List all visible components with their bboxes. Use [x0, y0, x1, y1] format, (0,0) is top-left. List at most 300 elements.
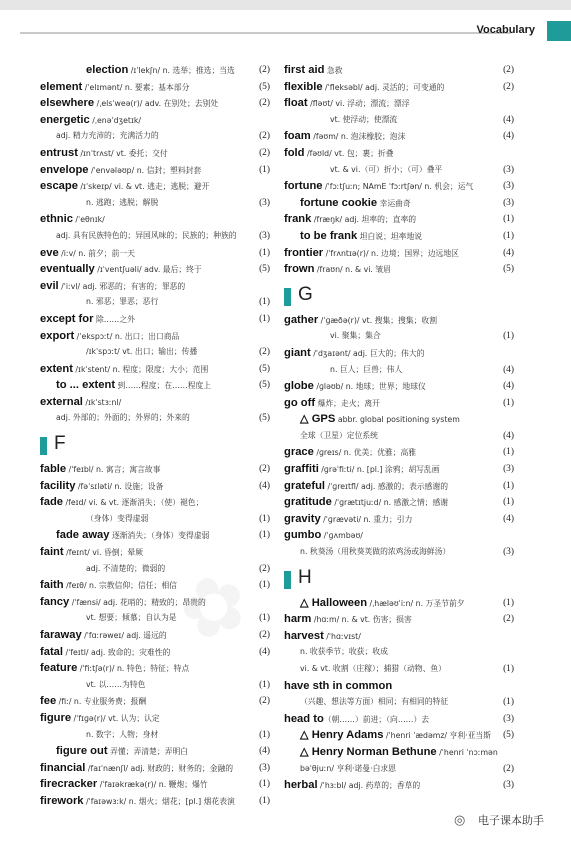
- vocab-entry: [40, 162, 270, 179]
- unit-number: (5): [503, 730, 514, 741]
- section-accent-bar: [284, 571, 291, 589]
- unit-number: (1): [259, 513, 270, 524]
- definition-text: adj. 外部的；外面的；外界的；外来的: [56, 413, 190, 423]
- headword: fancy: [40, 595, 70, 608]
- definition-text: /ˈɡrævəti/ n. 重力；引力: [320, 514, 413, 524]
- vocab-entry: [284, 494, 514, 511]
- unit-number: (2): [259, 65, 270, 75]
- vocab-entry: [40, 145, 270, 162]
- definition-text: /ˌhæləʊˈiːn/ n. 万圣节前夕: [367, 598, 465, 608]
- definition-text: /ˈfrʌntɪə(r)/ n. 边境；国界；边远地区: [323, 248, 459, 258]
- vocab-entry: [40, 95, 270, 112]
- headword: fee: [40, 695, 57, 708]
- headword: financial: [40, 761, 86, 774]
- section-tab-marker: [547, 21, 571, 41]
- vocab-entry-continuation: [40, 610, 270, 627]
- headword: grateful: [284, 479, 326, 492]
- vocab-entry: [40, 577, 270, 594]
- vocab-entry: [284, 79, 514, 96]
- vocab-entry-continuation: [40, 511, 270, 528]
- definition-text: /ˈhenri ˈnɔːmən: [436, 747, 498, 757]
- vocab-entry-continuation: [40, 344, 270, 361]
- headword: to ... extent: [56, 379, 116, 392]
- vocab-entry: [40, 494, 270, 511]
- unit-number: (2): [259, 563, 270, 574]
- definition-text: /fəʊm/ n. 泡沫橡胶；泡沫: [310, 132, 406, 142]
- vocab-entry-continuation: [40, 195, 270, 212]
- headword: facility: [40, 479, 76, 492]
- unit-number: (1): [503, 230, 514, 241]
- definition-text: n. 逃跑；逃脱；解脱: [86, 197, 159, 207]
- unit-number: (3): [503, 713, 514, 724]
- unit-number: (2): [259, 98, 270, 109]
- headword: gravity: [284, 512, 321, 525]
- vocab-entry: [40, 211, 270, 228]
- unit-number: (1): [503, 447, 514, 458]
- vocab-entry-continuation: [40, 294, 270, 311]
- definition-text: n. 秋葵汤（用秋葵荚做的浓鸡汤或海鲜汤）: [300, 547, 451, 557]
- vocab-entry-continuation: [284, 544, 514, 561]
- unit-number: (1): [503, 397, 514, 408]
- definition-text: /ˈfɔːtʃuːn; NAmE ˈfɔːrtʃən/ n. 机会；运气: [322, 182, 474, 192]
- headword: harvest: [284, 629, 324, 642]
- section-letter: H: [298, 566, 312, 588]
- definition-text: /ɪˈlekʃn/ n. 选举；推选；当选: [128, 66, 235, 75]
- unit-number: (2): [259, 131, 270, 142]
- headword: export: [40, 329, 75, 342]
- definition-text: /ˈfaɪəkrækə(r)/ n. 鞭炮；爆竹: [97, 780, 208, 790]
- definition-text: /ˈɡrætɪtjuːd/ n. 感激之情；感谢: [331, 498, 449, 508]
- unit-number: (1): [259, 679, 270, 690]
- vocab-entry-continuation: [40, 128, 270, 145]
- headword: gumbo: [284, 529, 322, 542]
- vocab-entry: [40, 644, 270, 661]
- headword: gather: [284, 313, 319, 326]
- definition-text: n. 邪恶；罪恶；恶行: [86, 297, 159, 307]
- vocab-entry: [284, 611, 514, 628]
- definition-text: 幸运曲奇: [377, 198, 411, 208]
- definition-text: 弄懂；弄清楚；弄明白: [107, 747, 189, 757]
- definition-text: /ˈhɑːvɪst/: [323, 631, 361, 641]
- headword: graffiti: [284, 463, 319, 476]
- vocab-entry-continuation: [284, 112, 514, 129]
- unit-number: (1): [259, 297, 270, 308]
- definition-text: 坦白说；坦率地说: [357, 231, 423, 241]
- vocab-entry: [284, 345, 514, 362]
- vocab-entry: [284, 95, 514, 112]
- vocab-entry: [284, 378, 514, 395]
- vocab-entry: [284, 727, 514, 744]
- definition-text: /hɑːm/ n. & vt. 伤害；损害: [311, 615, 412, 625]
- vocab-entry: [284, 145, 514, 162]
- unit-number: (4): [503, 114, 514, 125]
- definition-text: /ɡreɪs/ n. 优美；优雅；高雅: [313, 448, 417, 458]
- unit-number: (4): [503, 513, 514, 524]
- unit-number: (2): [259, 464, 270, 475]
- headword: fade away: [56, 529, 110, 542]
- page-header-title: Vocabulary: [476, 24, 535, 36]
- vocab-entry: [40, 710, 270, 727]
- vocab-entry: [284, 777, 514, 794]
- vocab-entry: [284, 511, 514, 528]
- headword: element: [40, 80, 83, 93]
- headword: frontier: [284, 246, 324, 259]
- definition-text: vi. 聚集；集合: [330, 331, 381, 341]
- vocab-entry-continuation: [284, 644, 514, 661]
- definition-text: vt. 以……为特色: [86, 679, 146, 689]
- definition-text: /ˈfleksəbl/ adj. 灵活的；可变通的: [322, 82, 445, 92]
- unit-number: (4): [503, 247, 514, 258]
- definition-text: 逐渐消失；（身体）变得虚弱: [109, 531, 210, 541]
- headword: fatal: [40, 645, 64, 658]
- definition-text: /ˈdʒaɪənt/ adj. 巨大的；伟大的: [310, 348, 425, 358]
- vocab-entry: [40, 361, 270, 378]
- top-gray-band: [0, 0, 571, 10]
- definition-text: /faɪˈnænʃl/ adj. 财政的；财务的；金融的: [85, 763, 234, 773]
- vocab-entry: [40, 478, 270, 495]
- vocab-entry: [40, 328, 270, 345]
- footer-account-name: 电子课本助手: [478, 814, 544, 827]
- definition-text: /ɪkˈstent/ n. 程度；限度；大小；范围: [72, 364, 209, 374]
- unit-number: (3): [259, 230, 270, 241]
- unit-number: (1): [503, 697, 514, 708]
- headword: escape: [40, 180, 78, 193]
- unit-number: (3): [503, 464, 514, 475]
- vocab-entry: [284, 261, 514, 278]
- headword: flexible: [284, 80, 323, 93]
- vocab-entry: [40, 793, 270, 810]
- left-column: [40, 62, 270, 810]
- definition-text: /ɪnˈtrʌst/ vt. 委托；交付: [77, 148, 168, 158]
- vocab-entry: [284, 245, 514, 262]
- vocab-entry: [284, 595, 514, 612]
- unit-number: (5): [259, 413, 270, 424]
- definition-text: /fəʊld/ vt. 包；裹；折叠: [304, 148, 394, 158]
- definition-text: /ˈfænsi/ adj. 花哨的；精致的；昂贵的: [69, 597, 206, 607]
- definition-text: /fəˈsɪləti/ n. 设施；设备: [75, 481, 164, 491]
- definition-text: /fləʊt/ vi. 浮动；漂流；漂浮: [307, 99, 410, 109]
- vocab-entry: [284, 211, 514, 228]
- vocab-entry: [40, 278, 270, 295]
- definition-text: /ˈhɜːbl/ adj. 药草的；香草的: [317, 781, 421, 791]
- vocab-entry: [284, 228, 514, 245]
- headword: figure out: [56, 745, 108, 758]
- definition-text: /ˈfeɪtl/ adj. 致命的；灾难性的: [63, 647, 171, 657]
- definition-text: vi. & vt. 收割（庄稼）；捕猎（动物、鱼）: [300, 664, 446, 673]
- unit-number: (1): [259, 580, 270, 591]
- vocab-entry: [40, 461, 270, 478]
- headword: giant: [284, 346, 311, 359]
- vocab-entry: [40, 62, 270, 79]
- headword: fortune cookie: [300, 196, 378, 209]
- vocab-entry: [284, 711, 514, 728]
- headword: head to: [284, 712, 324, 725]
- unit-number: (2): [503, 81, 514, 92]
- vocab-entry: [40, 760, 270, 777]
- unit-number: (2): [503, 614, 514, 625]
- unit-number: (5): [503, 264, 514, 275]
- definition-text: /feɪd/ vi. & vt. 逐渐消失；（使）褪色；: [63, 498, 204, 508]
- definition-text: /ˈenvələʊp/ n. 信封；塑料封套: [88, 165, 202, 175]
- headword: eve: [40, 246, 59, 259]
- headword: go off: [284, 396, 316, 409]
- vocab-entry: [284, 128, 514, 145]
- definition-text: （兴趣、想法等方面）相同；有相同的特征: [300, 697, 449, 707]
- headword: extent: [40, 362, 73, 375]
- vocab-entry-continuation: [284, 328, 514, 345]
- unit-number: (2): [259, 696, 270, 707]
- headword: to be frank: [300, 229, 358, 242]
- definition-text: n. 巨人；巨兽；伟人: [330, 364, 403, 374]
- definition-text: /ɪˈventʃuəli/ adv. 最后；终于: [94, 265, 202, 275]
- header-rule: [20, 32, 511, 34]
- headword: envelope: [40, 163, 89, 176]
- definition-text: /ɪkˈspɔːt/ vt. 出口；输出；传播: [86, 347, 198, 357]
- headword: feature: [40, 662, 78, 675]
- headword: external: [40, 395, 83, 408]
- vocab-entry: [284, 478, 514, 495]
- vocab-entry-continuation: [40, 677, 270, 694]
- headword: fortune: [284, 180, 323, 193]
- vocab-entry: [284, 62, 514, 79]
- vocab-entry: [40, 394, 270, 411]
- definition-text: /ˈfɪɡə(r)/ vt. 认为；认定: [71, 713, 160, 723]
- vocab-entry: [40, 776, 270, 793]
- definition-text: /ˈfiːtʃə(r)/ n. 特色；特征；特点: [77, 664, 190, 674]
- definition-text: adj. 具有民族特色的；异国风味的；民族的；种族的: [56, 230, 237, 240]
- definition-text: bəˈθjuːn/ 亨利·诺曼·白求恩: [300, 763, 396, 773]
- definition-text: /fræŋk/ adj. 坦率的；直率的: [311, 215, 417, 225]
- definition-text: （身体）变得虚弱: [86, 513, 149, 523]
- headword: evil: [40, 279, 59, 292]
- definition-text: abbr. global positioning system: [335, 415, 460, 425]
- section-letter: G: [298, 283, 313, 305]
- section-letter: F: [54, 433, 66, 455]
- unit-number: (1): [259, 779, 270, 790]
- vocab-entry: [40, 693, 270, 710]
- headword: gratitude: [284, 496, 332, 509]
- headword: energetic: [40, 113, 90, 126]
- unit-number: (2): [259, 147, 270, 158]
- definition-text: vt. 使浮动；使漂流: [330, 114, 398, 124]
- definition-text: /ˈekspɔːt/ n. 出口；出口商品: [74, 331, 180, 341]
- unit-number: (4): [259, 746, 270, 757]
- definition-text: /ˈeθnɪk/: [72, 215, 105, 225]
- vocab-entry: [40, 112, 270, 129]
- definition-text: /ˈhenri ˈædəmz/ 亨利·亚当斯: [383, 731, 492, 741]
- unit-number: (1): [503, 331, 514, 342]
- vocab-entry: [40, 79, 270, 96]
- definition-text: 除……之外: [93, 314, 135, 324]
- headword: entrust: [40, 146, 78, 159]
- vocab-entry: [40, 178, 270, 195]
- unit-number: (4): [259, 646, 270, 657]
- vocab-entry: [284, 312, 514, 329]
- vocab-entry: [40, 245, 270, 262]
- vocab-entry-continuation: [284, 661, 514, 678]
- definition-text: /ɡrəˈfiːti/ n. [pl.] 涂鸦；胡写乱画: [318, 465, 440, 475]
- unit-number: (3): [503, 164, 514, 175]
- vocab-entry-continuation: [284, 362, 514, 379]
- definition-text: /feɪnt/ vi. 昏倒；晕厥: [63, 548, 143, 558]
- definition-text: /ɪkˈstɜːnl/: [82, 397, 122, 407]
- headword: election: [86, 64, 129, 76]
- unit-number: (1): [503, 214, 514, 225]
- headword: elsewhere: [40, 97, 95, 110]
- headword: firework: [40, 794, 84, 807]
- definition-text: /ˈɡʌmbəʊ/: [321, 531, 363, 541]
- unit-number: (1): [259, 795, 270, 806]
- unit-number: (5): [259, 81, 270, 92]
- vocab-entry: [284, 527, 514, 544]
- vocab-entry-continuation: [284, 162, 514, 179]
- headword: faith: [40, 579, 64, 592]
- headword: grace: [284, 446, 314, 459]
- definition-text: n. 数字；人物；身材: [86, 729, 159, 739]
- vocab-entry: [284, 744, 514, 761]
- vocab-entry: [40, 527, 270, 544]
- unit-number: (4): [503, 430, 514, 441]
- section-accent-bar: [40, 437, 47, 455]
- unit-number: (5): [259, 363, 270, 374]
- definition-text: /ˌenəˈdʒetɪk/: [89, 115, 142, 125]
- definition-text: /fraʊn/ n. & vi. 皱眉: [314, 265, 391, 275]
- definition-text: /ˌelsˈweə(r)/ adv. 在别处；去别处: [94, 99, 219, 109]
- unit-number: (2): [503, 65, 514, 75]
- vocab-entry: [40, 743, 270, 760]
- vocab-entry-continuation: [40, 410, 270, 427]
- vocab-entry-continuation: [284, 694, 514, 711]
- vocab-entry: [284, 411, 514, 428]
- definition-text: /ˈelɪmənt/ n. 要素；基本部分: [82, 82, 190, 92]
- vocab-entry: [284, 628, 514, 645]
- vocab-entry: [284, 461, 514, 478]
- headword: foam: [284, 130, 311, 143]
- definition-text: （朝……）前进；（向……）去: [323, 714, 430, 724]
- headword: frank: [284, 213, 312, 226]
- vocab-entry-continuation: [40, 561, 270, 578]
- unit-number: (1): [259, 313, 270, 324]
- vocab-entry: [40, 660, 270, 677]
- definition-text: /ˈfɑːrəweɪ/ adj. 遥远的: [81, 631, 167, 640]
- unit-number: (1): [259, 613, 270, 624]
- definition-text: 全球（卫星）定位系统: [300, 430, 378, 440]
- definition-text: 到……程度；在……程度上: [115, 381, 212, 391]
- vocab-entry-continuation: [284, 761, 514, 778]
- letter-section-heading: [284, 561, 514, 595]
- headword: fold: [284, 146, 305, 159]
- headword: frown: [284, 263, 315, 276]
- unit-number: (5): [259, 380, 270, 391]
- vocab-entry-continuation: [40, 727, 270, 744]
- vocab-entry: [40, 261, 270, 278]
- definition-text: /fiː/ n. 专业服务费；报酬: [56, 697, 147, 707]
- unit-number: (5): [259, 264, 270, 275]
- unit-number: (2): [259, 347, 270, 358]
- definition-text: /ɪˈskeɪp/ vi. & vt. 逃走；逃脱；避开: [77, 182, 210, 192]
- headword: △ Henry Adams: [300, 729, 384, 742]
- headword: eventually: [40, 263, 95, 276]
- unit-number: (4): [503, 131, 514, 142]
- vocab-entry: [40, 377, 270, 394]
- vocab-entry: [284, 444, 514, 461]
- vocab-entry: [40, 627, 270, 644]
- vocab-entry: [40, 544, 270, 561]
- headword: globe: [284, 380, 314, 393]
- headword: have sth in common: [284, 679, 393, 692]
- headword: △ Halloween: [300, 596, 368, 609]
- vocab-entry: [284, 395, 514, 412]
- headword: herbal: [284, 779, 318, 792]
- headword: harm: [284, 613, 312, 626]
- wechat-icon: ◎: [454, 813, 466, 828]
- unit-number: (3): [503, 780, 514, 791]
- vocab-entry: [40, 311, 270, 328]
- headword: △ GPS: [300, 413, 336, 426]
- unit-number: (1): [259, 729, 270, 740]
- definition-text: /ˈfeɪbl/ n. 寓言；寓言故事: [66, 465, 161, 475]
- definition-text: /ˈɡæðə(r)/ vt. 搜集；搜集；收割: [318, 315, 438, 325]
- unit-number: (4): [503, 364, 514, 375]
- unit-number: (1): [503, 480, 514, 491]
- definition-text: /feɪθ/ n. 宗教信仰；信任；相信: [63, 581, 177, 591]
- definition-text: /ˈɡreɪtfl/ adj. 感激的；表示感谢的: [325, 481, 449, 491]
- unit-number: (3): [259, 762, 270, 773]
- headword: first aid: [284, 64, 325, 76]
- headword: float: [284, 97, 308, 110]
- unit-number: (2): [259, 630, 270, 640]
- definition-text: vt. 想要；倾慕；自认为是: [86, 613, 177, 623]
- headword: except for: [40, 312, 94, 325]
- unit-number: (1): [259, 247, 270, 258]
- definition-text: /iːv/ n. 前夕；前一天: [58, 248, 135, 258]
- section-accent-bar: [284, 288, 291, 306]
- definition-text: 急救: [324, 66, 343, 75]
- definition-text: 爆炸；走火；离开: [315, 398, 380, 408]
- unit-number: (3): [259, 197, 270, 208]
- unit-number: (1): [503, 664, 514, 674]
- headword: ethnic: [40, 213, 73, 226]
- definition-text: /ˈiːvl/ adj. 邪恶的；有害的；罪恶的: [58, 281, 186, 291]
- definition-text: adj. 精力充沛的；充满活力的: [56, 131, 159, 141]
- letter-section-heading: [284, 278, 514, 312]
- headword: fade: [40, 496, 64, 509]
- headword: fable: [40, 463, 67, 476]
- right-column: [284, 62, 514, 794]
- headword: faint: [40, 546, 64, 559]
- vocab-entry-continuation: [284, 428, 514, 445]
- unit-number: (1): [503, 497, 514, 508]
- unit-number: (1): [503, 597, 514, 608]
- vocab-entry-continuation: [40, 228, 270, 245]
- headword: △ Henry Norman Bethune: [300, 745, 437, 758]
- definition-text: n. 收获季节；收获；收成: [300, 647, 388, 657]
- unit-number: (4): [503, 381, 514, 392]
- definition-text: /ɡləʊb/ n. 地球；世界；地球仪: [313, 382, 426, 392]
- headword: firecracker: [40, 778, 98, 791]
- unit-number: (4): [259, 480, 270, 491]
- definition-text: /ˈfaɪəwɜːk/ n. 烟火；烟花；[pl.] 烟花表演: [83, 796, 235, 806]
- headword: faraway: [40, 629, 82, 641]
- vocab-entry: [284, 678, 514, 695]
- vocab-entry: [284, 195, 514, 212]
- headword: figure: [40, 711, 72, 724]
- unit-number: (3): [503, 547, 514, 558]
- definition-text: adj. 不清楚的；微弱的: [86, 563, 166, 573]
- letter-section-heading: [40, 427, 270, 461]
- unit-number: (3): [503, 181, 514, 192]
- unit-number: (1): [259, 164, 270, 175]
